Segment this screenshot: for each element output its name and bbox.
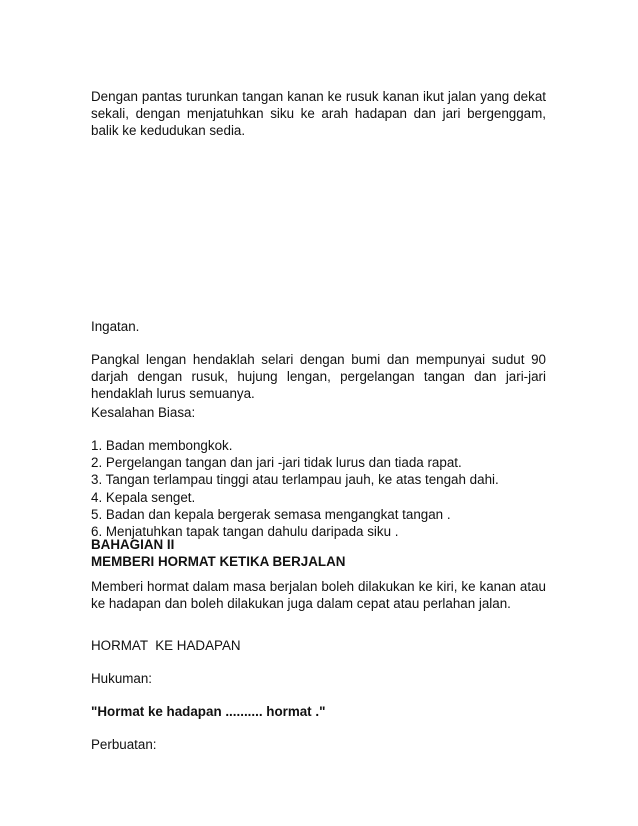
list-item: 4. Kepala senget. — [91, 489, 196, 505]
list-item: 6. Menjatuhkan tapak tangan dahulu daripada siku . — [91, 524, 399, 540]
kesalahan-heading: Kesalahan Biasa: — [91, 405, 196, 420]
bahagian-heading — [91, 536, 546, 570]
ingatan-paragraph: Pangkal lengan hendaklah selari dengan bumi dan mempunyai sudut 90 darjah dengan rusuk, hujung lengan, pergelangan tangan dan jari-jari hendaklah lurus semuanya. — [91, 352, 546, 402]
perbuatan-heading: Perbuatan: — [91, 737, 157, 752]
list-item: 5. Badan dan kepala bergerak semasa mengangkat tangan . — [91, 506, 451, 522]
list-item: 3. Tangan terlampau tinggi atau terlampau jauh, ke atas tengah dahi. — [91, 472, 499, 488]
hukuman-heading: Hukuman: — [91, 671, 153, 686]
hormat-hadapan-heading: HORMAT KE HADAPAN — [91, 638, 241, 653]
bahagian-heading-line1: BAHAGIAN II — [91, 537, 175, 552]
command-text: "Hormat ke hadapan .......... hormat ." — [91, 704, 326, 719]
list-item: 2. Pergelangan tangan dan jari -jari tidak lurus dan tiada rapat. — [91, 455, 462, 471]
bahagian-heading-line2: MEMBERI HORMAT KETIKA BERJALAN — [91, 554, 346, 570]
ingatan-heading: Ingatan. — [91, 319, 140, 334]
intro-paragraph: Dengan pantas turunkan tangan kanan ke rusuk kanan ikut jalan yang dekat sekali, dengan menjatuhkan siku ke arah hadapan dan jari bergenggam, balik ke kedudukan sedia. — [91, 89, 546, 139]
hormat-berjalan-paragraph: Memberi hormat dalam masa berjalan boleh dilakukan ke kiri, ke kanan atau ke hadapan dan boleh dilakukan juga dalam cepat atau perlahan jalan. — [91, 579, 546, 612]
list-item: 1. Badan membongkok. — [91, 438, 233, 453]
kesalahan-list — [91, 437, 546, 540]
